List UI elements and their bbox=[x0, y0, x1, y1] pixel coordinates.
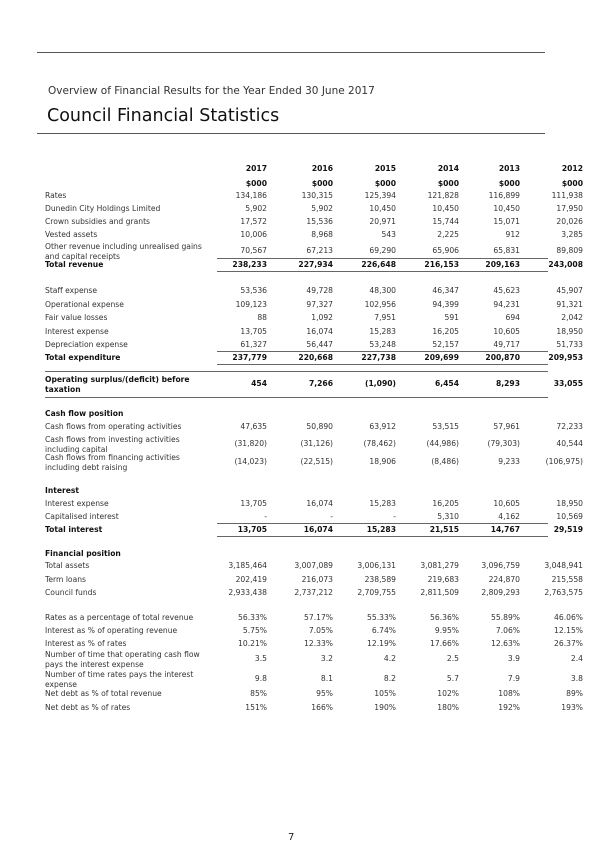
cell-value: 3.8 bbox=[570, 674, 583, 683]
cell-value: 95% bbox=[316, 689, 333, 698]
cell-value: 15,283 bbox=[369, 499, 396, 508]
year-header: 2012 bbox=[561, 164, 583, 173]
cell-value: 56.36% bbox=[430, 613, 459, 622]
cell-value: 7.05% bbox=[308, 626, 333, 635]
cell-value: 190% bbox=[374, 703, 396, 712]
cell-value: 209,699 bbox=[424, 353, 459, 362]
row-label: Interest expense bbox=[45, 499, 109, 508]
row-label: Number of time rates pays the interest expense bbox=[45, 670, 194, 689]
cell-value: 17,572 bbox=[240, 217, 267, 226]
cell-value: 97,327 bbox=[306, 300, 333, 309]
row-label: Capitalised interest bbox=[45, 512, 119, 521]
cell-value: 2,042 bbox=[561, 313, 583, 322]
cell-value: 57,961 bbox=[493, 422, 520, 431]
cell-value: 1,092 bbox=[311, 313, 333, 322]
row-label: Council funds bbox=[45, 588, 97, 597]
cell-value: 57.17% bbox=[304, 613, 333, 622]
row-label: Staff expense bbox=[45, 286, 98, 295]
cell-value: 5,310 bbox=[437, 512, 459, 521]
row-label: Total interest bbox=[45, 525, 103, 534]
cell-value: 2,809,293 bbox=[481, 588, 520, 597]
cell-value: 7.9 bbox=[507, 674, 520, 683]
cell-value: 88 bbox=[257, 313, 267, 322]
table-rule bbox=[217, 536, 548, 537]
cell-value: (8,486) bbox=[431, 457, 459, 466]
cell-value: 192% bbox=[498, 703, 520, 712]
cell-value: 16,074 bbox=[306, 327, 333, 336]
row-label: Operational expense bbox=[45, 300, 124, 309]
cell-value: 238,589 bbox=[364, 575, 396, 584]
cell-value: 108% bbox=[498, 689, 520, 698]
row-label: Cash flows from investing activities including capital bbox=[45, 435, 180, 454]
cell-value: 220,668 bbox=[298, 353, 333, 362]
cell-value: 46.06% bbox=[554, 613, 583, 622]
cell-value: 5.7 bbox=[446, 674, 459, 683]
table-rule bbox=[45, 371, 548, 372]
cell-value: 9,233 bbox=[498, 457, 520, 466]
cell-value: 4,162 bbox=[498, 512, 520, 521]
cell-value: 18,950 bbox=[556, 499, 583, 508]
row-label: Dunedin City Holdings Limited bbox=[45, 204, 161, 213]
cell-value: 51,733 bbox=[556, 340, 583, 349]
cell-value: 69,290 bbox=[369, 246, 396, 255]
row-label: Term loans bbox=[45, 575, 86, 584]
cell-value: 3.2 bbox=[320, 654, 333, 663]
cell-value: 2,737,212 bbox=[294, 588, 333, 597]
cell-value: 111,938 bbox=[551, 191, 583, 200]
cell-value: 2,811,509 bbox=[420, 588, 459, 597]
cell-value: 49,728 bbox=[306, 286, 333, 295]
cell-value: 5,902 bbox=[311, 204, 333, 213]
row-label: Interest as % of rates bbox=[45, 639, 127, 648]
cell-value: 15,283 bbox=[366, 525, 396, 534]
cell-value: 5.75% bbox=[242, 626, 267, 635]
table-rule bbox=[217, 523, 548, 524]
cell-value: 216,153 bbox=[424, 260, 459, 269]
cell-value: 18,950 bbox=[556, 327, 583, 336]
cell-value: 10,450 bbox=[493, 204, 520, 213]
cell-value: 219,683 bbox=[427, 575, 459, 584]
cell-value: 2,933,438 bbox=[228, 588, 267, 597]
cell-value: 227,934 bbox=[298, 260, 333, 269]
cell-value: 45,907 bbox=[556, 286, 583, 295]
cell-value: (79,303) bbox=[487, 439, 520, 448]
cell-value: 48,300 bbox=[369, 286, 396, 295]
cell-value: (1,090) bbox=[365, 379, 396, 388]
cell-value: 49,717 bbox=[493, 340, 520, 349]
cell-value: 3,285 bbox=[561, 230, 583, 239]
row-label: Fair value losses bbox=[45, 313, 108, 322]
row-label: Interest bbox=[45, 486, 80, 495]
cell-value: 4.2 bbox=[383, 654, 396, 663]
cell-value: 227,738 bbox=[361, 353, 396, 362]
cell-value: 226,648 bbox=[361, 260, 396, 269]
cell-value: 109,123 bbox=[235, 300, 267, 309]
cell-value: 94,399 bbox=[432, 300, 459, 309]
cell-value: 33,055 bbox=[553, 379, 583, 388]
cell-value: 55.33% bbox=[367, 613, 396, 622]
row-label: Cash flow position bbox=[45, 409, 124, 418]
cell-value: 3,007,089 bbox=[294, 561, 333, 570]
cell-value: 9.95% bbox=[434, 626, 459, 635]
cell-value: (44,986) bbox=[426, 439, 459, 448]
table-rule bbox=[217, 258, 548, 259]
cell-value: 12.19% bbox=[367, 639, 396, 648]
cell-value: 65,906 bbox=[432, 246, 459, 255]
table-rule bbox=[217, 364, 548, 365]
cell-value: 116,899 bbox=[488, 191, 520, 200]
cell-value: 209,953 bbox=[548, 353, 583, 362]
cell-value: - bbox=[330, 512, 333, 521]
row-label: Number of time that operating cash flow pays the interest expense bbox=[45, 650, 200, 669]
cell-value: (14,023) bbox=[234, 457, 267, 466]
cell-value: 3.9 bbox=[507, 654, 520, 663]
cell-value: 85% bbox=[250, 689, 267, 698]
row-label: Net debt as % of total revenue bbox=[45, 689, 162, 698]
row-label: Interest expense bbox=[45, 327, 109, 336]
cell-value: - bbox=[393, 512, 396, 521]
cell-value: 8.1 bbox=[320, 674, 333, 683]
cell-value: 10,605 bbox=[493, 327, 520, 336]
cell-value: 134,186 bbox=[235, 191, 267, 200]
cell-value: 40,544 bbox=[556, 439, 583, 448]
cell-value: 166% bbox=[311, 703, 333, 712]
cell-value: 13,705 bbox=[240, 327, 267, 336]
cell-value: 26.37% bbox=[554, 639, 583, 648]
row-label: Other revenue including unrealised gains and capital receipts bbox=[45, 242, 202, 261]
cell-value: 50,890 bbox=[306, 422, 333, 431]
cell-value: 15,536 bbox=[306, 217, 333, 226]
cell-value: 53,248 bbox=[369, 340, 396, 349]
year-header: 2014 bbox=[437, 164, 459, 173]
top-rule bbox=[37, 52, 545, 53]
table-rule bbox=[45, 397, 548, 398]
cell-value: 200,870 bbox=[485, 353, 520, 362]
row-label: Operating surplus/(deficit) before taxation bbox=[45, 375, 190, 394]
row-label: Total revenue bbox=[45, 260, 104, 269]
cell-value: 53,536 bbox=[240, 286, 267, 295]
row-label: Crown subsidies and grants bbox=[45, 217, 151, 226]
cell-value: 8,293 bbox=[495, 379, 520, 388]
cell-value: 8.2 bbox=[383, 674, 396, 683]
year-header: 2017 bbox=[245, 164, 267, 173]
cell-value: 56,447 bbox=[306, 340, 333, 349]
cell-value: 13,705 bbox=[240, 499, 267, 508]
table-rule bbox=[217, 351, 548, 352]
cell-value: 2,709,755 bbox=[357, 588, 396, 597]
cell-value: 121,828 bbox=[427, 191, 459, 200]
row-label: Depreciation expense bbox=[45, 340, 128, 349]
cell-value: 7.06% bbox=[495, 626, 520, 635]
unit-header: $000 bbox=[561, 179, 583, 188]
cell-value: 125,394 bbox=[364, 191, 396, 200]
cell-value: 3,081,279 bbox=[420, 561, 459, 570]
cell-value: 237,779 bbox=[232, 353, 267, 362]
cell-value: 70,567 bbox=[240, 246, 267, 255]
cell-value: 591 bbox=[444, 313, 459, 322]
row-label: Cash flows from operating activities bbox=[45, 422, 182, 431]
cell-value: 15,071 bbox=[493, 217, 520, 226]
cell-value: 53,515 bbox=[432, 422, 459, 431]
cell-value: 15,744 bbox=[432, 217, 459, 226]
cell-value: 12.63% bbox=[491, 639, 520, 648]
cell-value: 16,074 bbox=[303, 525, 333, 534]
table-rule bbox=[217, 271, 548, 272]
row-label: Total assets bbox=[45, 561, 90, 570]
cell-value: 2,763,575 bbox=[544, 588, 583, 597]
cell-value: 61,327 bbox=[240, 340, 267, 349]
row-label: Interest as % of operating revenue bbox=[45, 626, 178, 635]
row-label: Financial position bbox=[45, 549, 121, 558]
cell-value: 21,515 bbox=[429, 525, 459, 534]
cell-value: 216,073 bbox=[301, 575, 333, 584]
cell-value: 29,519 bbox=[553, 525, 583, 534]
cell-value: 16,205 bbox=[432, 499, 459, 508]
cell-value: 20,026 bbox=[556, 217, 583, 226]
cell-value: 10,605 bbox=[493, 499, 520, 508]
cell-value: 12.15% bbox=[554, 626, 583, 635]
cell-value: 91,321 bbox=[556, 300, 583, 309]
row-label: Total expenditure bbox=[45, 353, 121, 362]
cell-value: 89% bbox=[566, 689, 583, 698]
cell-value: (106,975) bbox=[545, 457, 583, 466]
cell-value: 454 bbox=[251, 379, 267, 388]
cell-value: 52,157 bbox=[432, 340, 459, 349]
cell-value: 16,074 bbox=[306, 499, 333, 508]
cell-value: 3,096,759 bbox=[481, 561, 520, 570]
cell-value: 16,205 bbox=[432, 327, 459, 336]
row-label: Rates as a percentage of total revenue bbox=[45, 613, 194, 622]
cell-value: 65,831 bbox=[493, 246, 520, 255]
row-label: Net debt as % of rates bbox=[45, 703, 131, 712]
cell-value: 6.74% bbox=[371, 626, 396, 635]
cell-value: 56.33% bbox=[238, 613, 267, 622]
cell-value: 18,906 bbox=[369, 457, 396, 466]
unit-header: $000 bbox=[374, 179, 396, 188]
cell-value: 9.8 bbox=[254, 674, 267, 683]
cell-value: 6,454 bbox=[434, 379, 459, 388]
cell-value: (22,515) bbox=[300, 457, 333, 466]
title-rule bbox=[37, 133, 545, 134]
cell-value: 47,635 bbox=[240, 422, 267, 431]
cell-value: 105% bbox=[374, 689, 396, 698]
cell-value: 63,912 bbox=[369, 422, 396, 431]
unit-header: $000 bbox=[245, 179, 267, 188]
cell-value: 13,705 bbox=[237, 525, 267, 534]
cell-value: 912 bbox=[505, 230, 520, 239]
cell-value: 45,623 bbox=[493, 286, 520, 295]
cell-value: 3,185,464 bbox=[228, 561, 267, 570]
cell-value: 20,971 bbox=[369, 217, 396, 226]
cell-value: 3,048,941 bbox=[544, 561, 583, 570]
year-header: 2015 bbox=[374, 164, 396, 173]
cell-value: 10,450 bbox=[369, 204, 396, 213]
cell-value: 5,902 bbox=[245, 204, 267, 213]
page-title: Council Financial Statistics bbox=[47, 106, 280, 126]
cell-value: 89,809 bbox=[556, 246, 583, 255]
cell-value: 10.21% bbox=[238, 639, 267, 648]
cell-value: (31,126) bbox=[300, 439, 333, 448]
cell-value: 67,213 bbox=[306, 246, 333, 255]
cell-value: 543 bbox=[381, 230, 396, 239]
cell-value: 151% bbox=[245, 703, 267, 712]
cell-value: 193% bbox=[561, 703, 583, 712]
cell-value: 72,233 bbox=[556, 422, 583, 431]
cell-value: 8,968 bbox=[311, 230, 333, 239]
cell-value: 55.89% bbox=[491, 613, 520, 622]
cell-value: 15,283 bbox=[369, 327, 396, 336]
cell-value: 209,163 bbox=[485, 260, 520, 269]
cell-value: 12.33% bbox=[304, 639, 333, 648]
cell-value: 2.4 bbox=[570, 654, 583, 663]
cell-value: 694 bbox=[505, 313, 520, 322]
cell-value: 238,233 bbox=[232, 260, 267, 269]
cell-value: 17.66% bbox=[430, 639, 459, 648]
cell-value: 224,870 bbox=[488, 575, 520, 584]
unit-header: $000 bbox=[311, 179, 333, 188]
cell-value: 17,950 bbox=[556, 204, 583, 213]
unit-header: $000 bbox=[498, 179, 520, 188]
year-header: 2013 bbox=[498, 164, 520, 173]
cell-value: 3,006,131 bbox=[357, 561, 396, 570]
cell-value: 7,266 bbox=[308, 379, 333, 388]
cell-value: 215,558 bbox=[551, 575, 583, 584]
year-header: 2016 bbox=[311, 164, 333, 173]
cell-value: 10,569 bbox=[556, 512, 583, 521]
cell-value: 243,008 bbox=[548, 260, 583, 269]
cell-value: 202,419 bbox=[235, 575, 267, 584]
unit-header: $000 bbox=[437, 179, 459, 188]
page-number: 7 bbox=[288, 832, 295, 843]
cell-value: 130,315 bbox=[301, 191, 333, 200]
cell-value: 2.5 bbox=[446, 654, 459, 663]
cell-value: 7,951 bbox=[374, 313, 396, 322]
report-subtitle: Overview of Financial Results for the Year Ended 30 June 2017 bbox=[48, 85, 375, 97]
cell-value: 2,225 bbox=[437, 230, 459, 239]
cell-value: 102,956 bbox=[364, 300, 396, 309]
row-label: Vested assets bbox=[45, 230, 98, 239]
cell-value: 180% bbox=[437, 703, 459, 712]
cell-value: 3.5 bbox=[254, 654, 267, 663]
cell-value: - bbox=[264, 512, 267, 521]
cell-value: (78,462) bbox=[363, 439, 396, 448]
cell-value: 46,347 bbox=[432, 286, 459, 295]
cell-value: (31,820) bbox=[234, 439, 267, 448]
cell-value: 94,231 bbox=[493, 300, 520, 309]
cell-value: 10,450 bbox=[432, 204, 459, 213]
cell-value: 14,767 bbox=[490, 525, 520, 534]
row-label: Rates bbox=[45, 191, 67, 200]
cell-value: 102% bbox=[437, 689, 459, 698]
cell-value: 10,006 bbox=[240, 230, 267, 239]
row-label: Cash flows from financing activities including debt raising bbox=[45, 453, 180, 472]
